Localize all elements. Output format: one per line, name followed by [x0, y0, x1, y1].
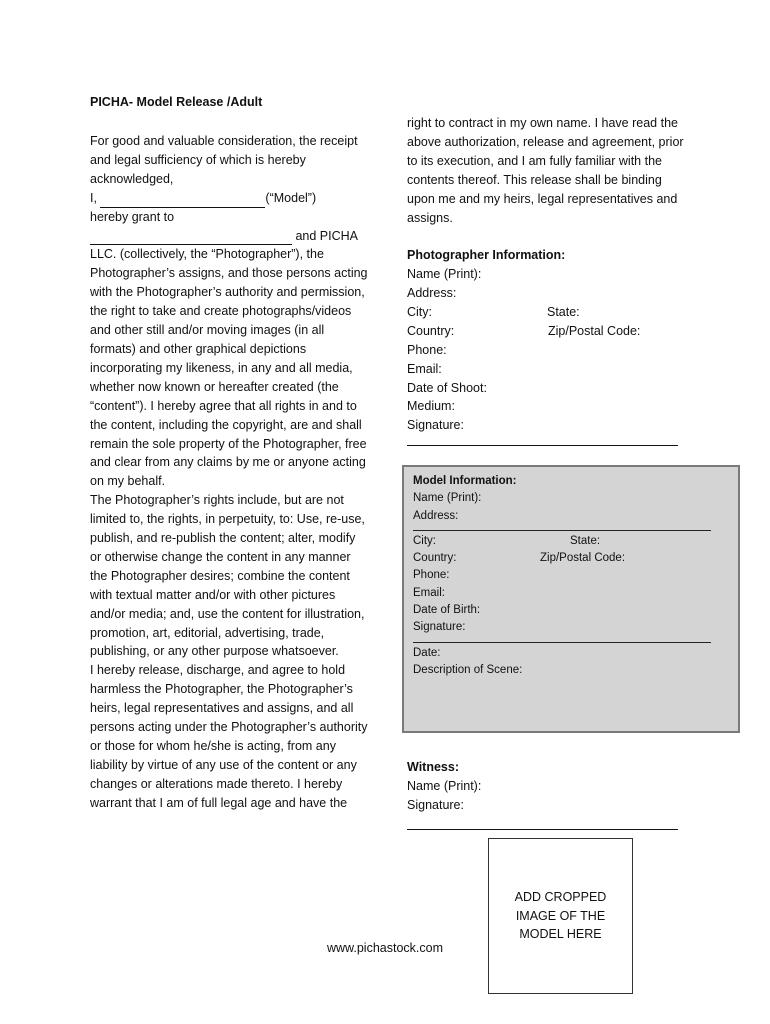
photographer-country-field[interactable]: Country:	[407, 323, 455, 338]
intro-text: For good and valuable consideration, the receipt and legal sufficiency of which is hereby acknowledged,	[90, 134, 358, 186]
witness-signature-line	[407, 815, 678, 830]
photographer-country-zip-row	[407, 322, 687, 341]
model-description-field[interactable]: Description of Scene:	[413, 663, 523, 676]
witness-signature-field[interactable]: Signature:	[407, 797, 464, 812]
photographer-signature-field[interactable]: Signature:	[407, 418, 464, 433]
right-column	[407, 114, 687, 446]
grant-text: hereby grant to	[90, 209, 175, 224]
photographer-phone-field[interactable]: Phone:	[407, 342, 447, 357]
photographer-state-field[interactable]: State:	[547, 305, 580, 320]
rights-include-text: The Photographer’s rights include, but are not limited to, the rights, in perpetuity, to: Use, re-use, publish, and re-publish the content; alter, modify or otherwise change the content in any manner the Photographer desires; combine the content with textual matter and/or with other pictures and/or media; and, use the content for illustration, promotion, art, editorial, advertising, trade, publishing, or any other purpose whatsoever.	[90, 493, 365, 659]
photographer-city-state-row	[407, 303, 687, 322]
model-suffix: (“Model”)	[265, 190, 317, 205]
photographer-city-field[interactable]: City:	[407, 305, 432, 320]
release-text: I hereby release, discharge, and agree to hold harmless the Photographer, the Photographer’s heirs, legal representatives and assigns, and all persons acting under the Photographer’s authority or those for whom he/she is acting, from any liability by virtue of any use of the content or any changes or alterations made thereto. I hereby warrant that I am of full legal age and have the	[90, 663, 368, 810]
footer-url[interactable]: www.pichastock.com	[326, 941, 443, 955]
model-name-field[interactable]: Name (Print):	[413, 492, 482, 505]
model-country-zip-row	[413, 550, 738, 567]
model-heading: Model Information:	[413, 475, 517, 487]
model-name-blank[interactable]	[100, 193, 265, 208]
model-email-field[interactable]: Email:	[413, 586, 445, 599]
rights-granted-text: LLC. (collectively, the “Photographer”), the Photographer’s assigns, and those persons acting with the Photographer’s authority and permission, the right to take and create photographs/videos and other still and/or moving images (in all formats) and other graphical depictions incorporating my likeness, in any and all media, whether now known or hereafter created (the “content”). I hereby agree that all rights in and to the content, including the copyright, are and shall remain the sole property of the Photographer, free and clear from any claims by me or anyone acting on my behalf.	[90, 247, 368, 489]
model-image-placeholder[interactable]	[488, 838, 633, 994]
release-terms	[90, 132, 370, 813]
page-title: PICHA- Model Release /Adult	[90, 95, 263, 109]
model-state-field[interactable]: State:	[570, 534, 601, 547]
photographer-medium-field[interactable]: Medium:	[407, 399, 455, 414]
model-zip-field[interactable]: Zip/Postal Code:	[540, 552, 626, 565]
image-box-line-2: IMAGE OF THE	[515, 908, 606, 923]
and-picha-text: and PICHA	[292, 228, 359, 243]
model-address-field[interactable]: Address:	[413, 509, 459, 522]
image-box-line-3: MODEL HERE	[519, 927, 602, 942]
model-address-line	[413, 530, 711, 531]
photographer-email-field[interactable]: Email:	[407, 361, 442, 376]
photographer-zip-field[interactable]: Zip/Postal Code:	[548, 323, 641, 338]
model-signature-field[interactable]: Signature:	[413, 621, 466, 634]
photographer-name-field[interactable]: Name (Print):	[407, 267, 482, 282]
witness-name-field[interactable]: Name (Print):	[407, 778, 482, 793]
model-grant-line	[90, 189, 370, 208]
model-dob-field[interactable]: Date of Birth:	[413, 604, 481, 617]
model-city-state-row	[413, 533, 738, 550]
model-phone-field[interactable]: Phone:	[413, 569, 450, 582]
model-signature-line	[413, 642, 711, 643]
witness-heading: Witness:	[407, 760, 459, 774]
photographer-signature-line	[407, 435, 678, 446]
photographer-address-field[interactable]: Address:	[407, 286, 457, 301]
model-country-field[interactable]: Country:	[413, 552, 457, 565]
model-information-box	[402, 465, 740, 733]
image-box-line-1: ADD CROPPED	[514, 889, 607, 904]
model-date-field[interactable]: Date:	[413, 646, 441, 659]
grantee-blank[interactable]	[90, 230, 292, 245]
continuation-text: right to contract in my own name. I have read the above authorization, release and agreement, prior to its execution, and I am fully familiar with the contents thereof. This release shall be binding upon me and my heirs, legal representatives and assigns.	[407, 116, 684, 225]
i-prefix: I,	[90, 190, 101, 205]
photographer-date-of-shoot-field[interactable]: Date of Shoot:	[407, 380, 487, 395]
model-city-field[interactable]: City:	[413, 534, 436, 547]
photographer-heading: Photographer Information:	[407, 248, 566, 263]
witness-section	[407, 758, 687, 830]
grantee-line	[90, 227, 370, 246]
